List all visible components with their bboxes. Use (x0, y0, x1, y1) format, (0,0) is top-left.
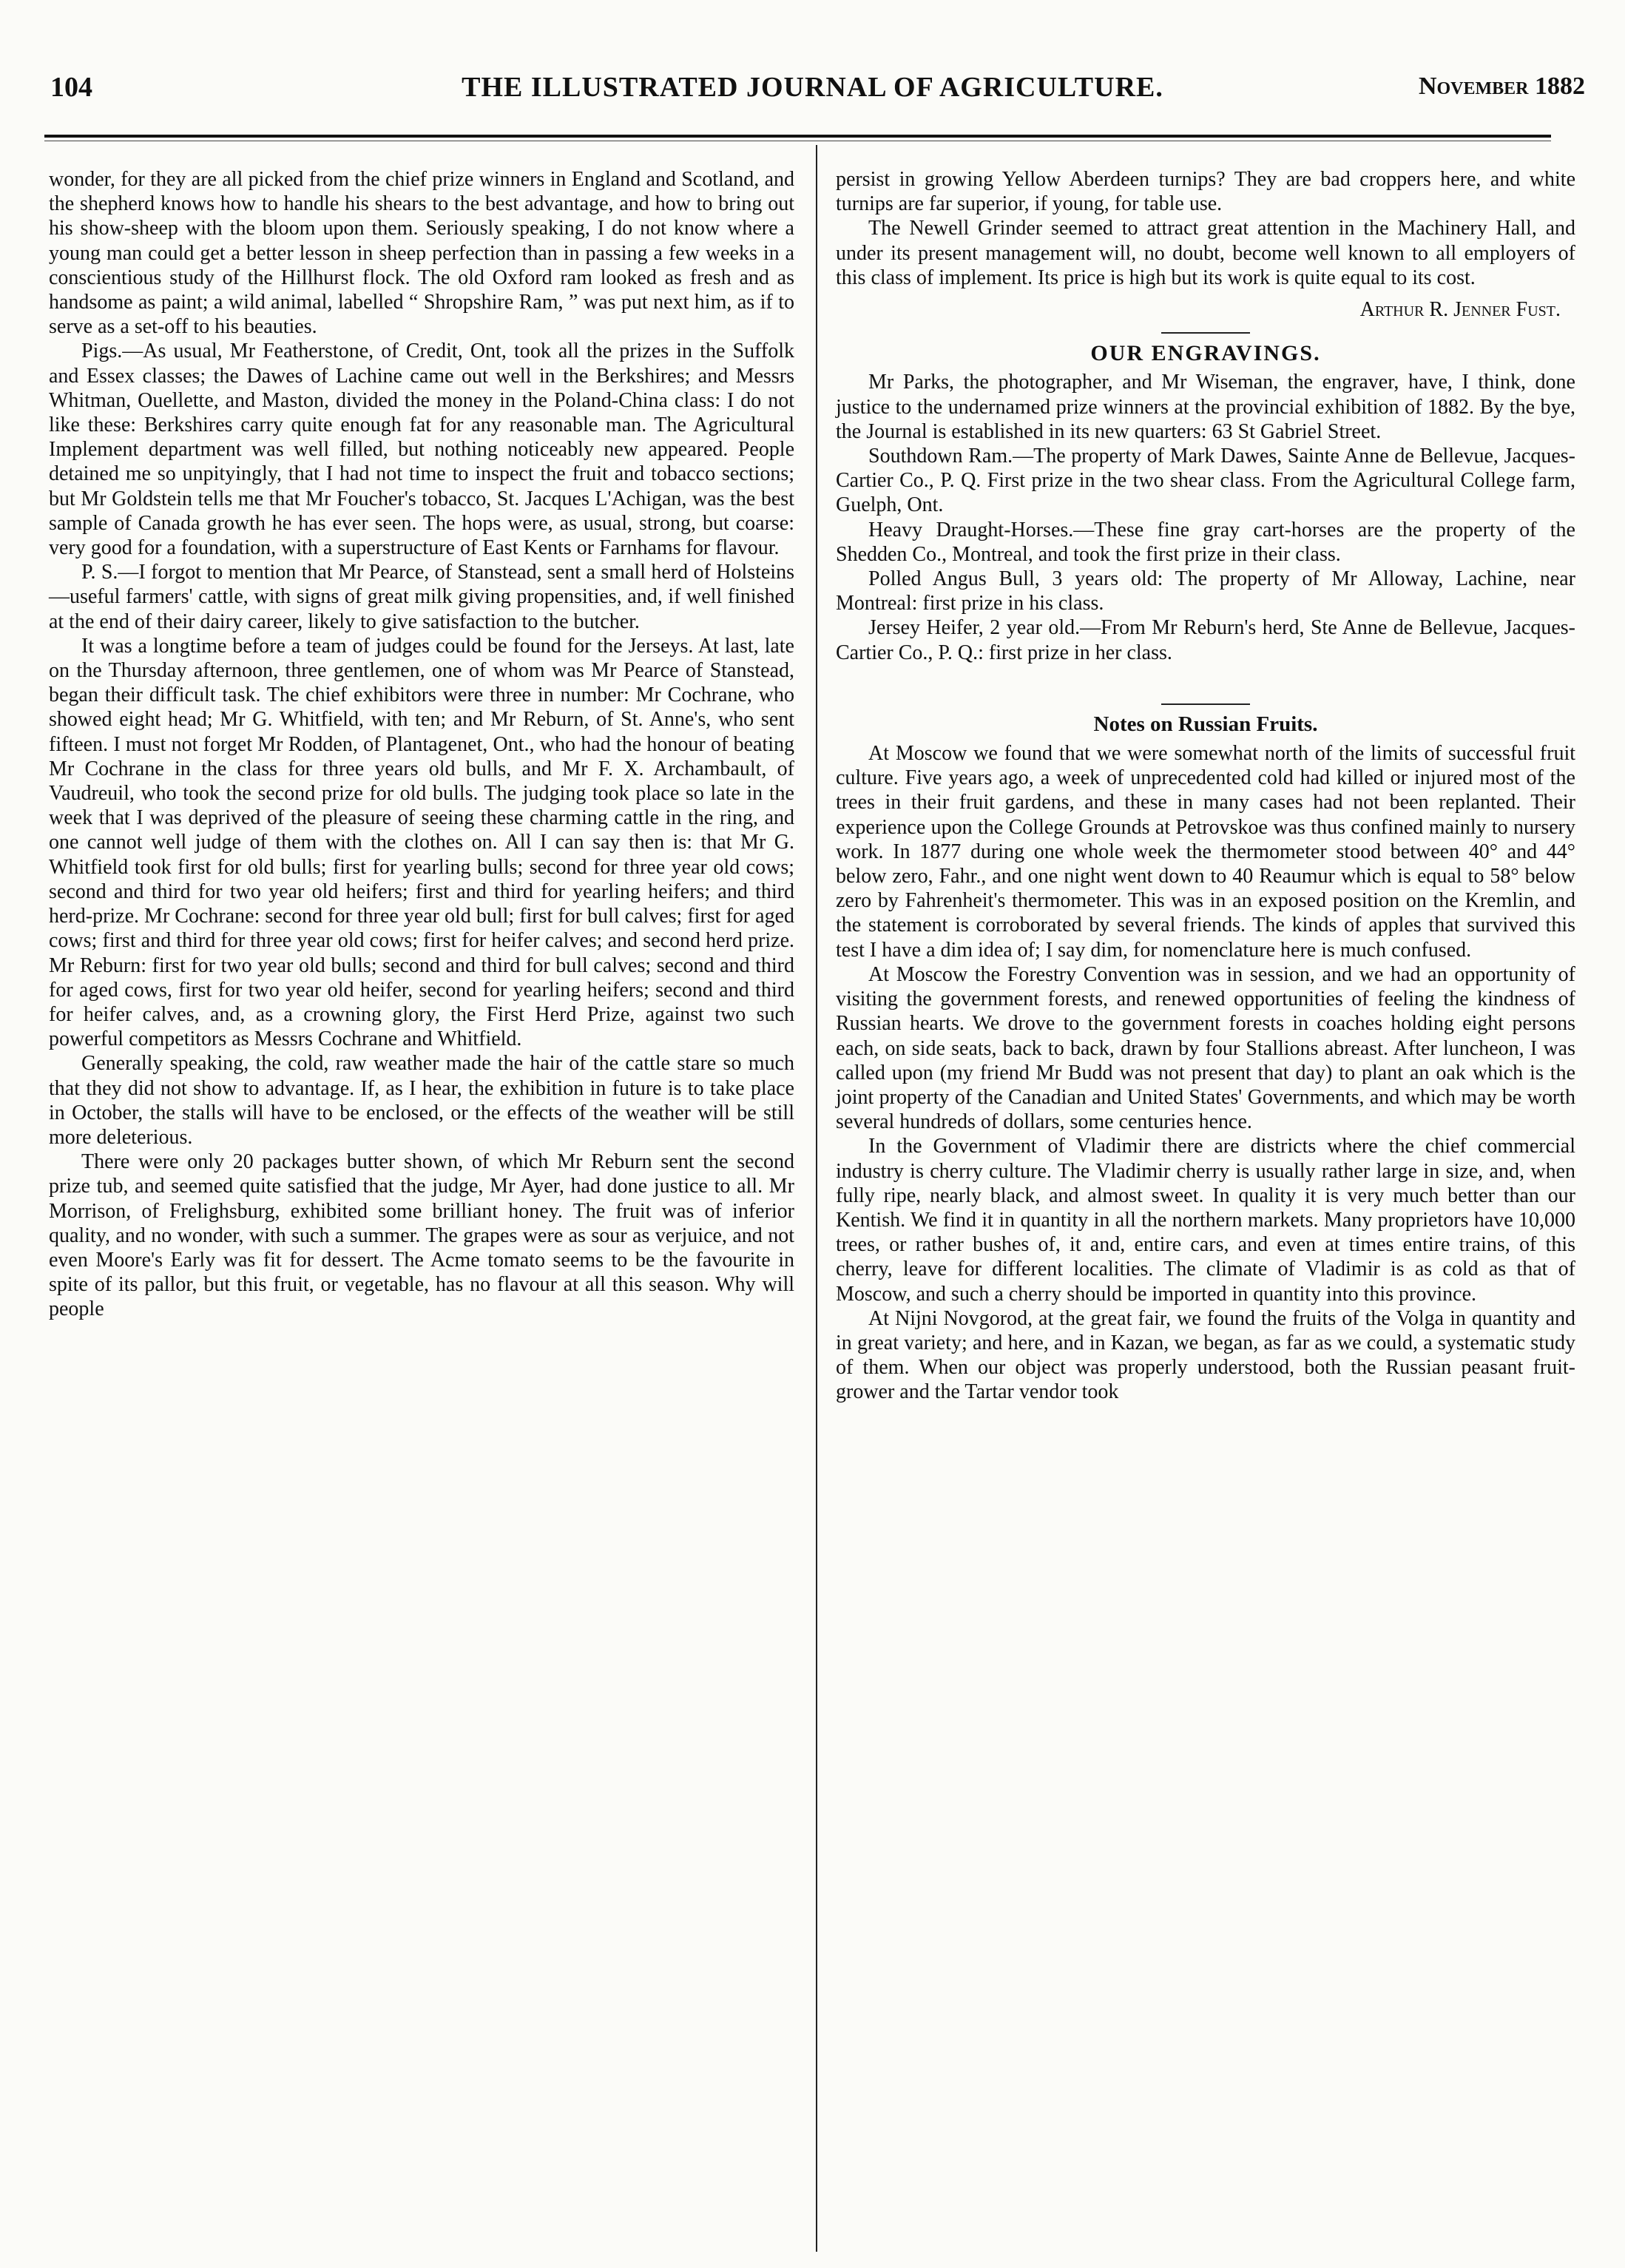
paragraph: At Nijni Novgorod, at the great fair, we found the fruits of the Volga in quantity and in great variety; and here, and in Kazan, we began, as far as we could, a systematic study of them. When our object was properly understood, both the Russian peasant fruit-grower and the Tartar vendor took (836, 1306, 1575, 1404)
paragraph: Polled Angus Bull, 3 years old: The property of Mr Alloway, Lachine, near Montreal: first prize in his class. (836, 567, 1575, 615)
paragraph: Mr Parks, the photographer, and Mr Wiseman, the engraver, have, I think, done justice to the undernamed prize winners at the provincial exhibition of 1882. By the bye, the Journal is established in its new quarters: 63 St Gabriel Street. (836, 371, 1575, 443)
paragraph: It was a longtime before a team of judges could be found for the Jerseys. At last, late on the Thursday afternoon, three gentlemen, one of whom was Mr Pearce of Stanstead, began their difficult task. The chief exhibitors were three in number: Mr Cochrane, who showed eight head; Mr G. Whitfield, with ten; and Mr Reburn, of St. Anne's, who sent fifteen. I must not forget Mr Rodden, of Plantagenet, Ont., who had the honour of beating Mr Cochrane in the class for three years old bulls, and Mr F. X. Archambault, of Vaudreuil, who took the second prize for old bulls. The judging took place so late in the week that I was deprived of the pleasure of seeing these charming cattle in the ring, and one cannot well judge of them with the clothes on. All I can say then is: that Mr G. Whitfield took first for old bulls; first for yearling bulls; second for three year old cows; second and third for two year old heifers; first and third for yearling heifers; and third herd-prize. Mr Cochrane: second for three year old bull; first for bull calves; first for aged cows; first and third for three year old cows; first for heifer calves; and second herd prize. Mr Reburn: first for two year old bulls; second and third for bull calves; second and third for aged cows, first for two year old heifer, second for yearling heifers; second and third for heifer calves, and, as a crowning glory, the First Herd Prize, against two such powerful competitors as Messrs Cochrane and Whitfield. (49, 634, 794, 1051)
paragraph: Pigs.—As usual, Mr Featherstone, of Credit, Ont, took all the prizes in the Suffolk and Essex classes; the Dawes of Lachine came out well in the Berkshires; and Messrs Whitman, Ouellette, and Maston, divided the money in the Poland-China class: I do not like these: Berkshires carry quite enough fat for any reasonable man. The Agricultural Implement department was well filled, but nothing noticeably new appeared. People detained me so unpityingly, that I had not time to inspect the fruit and tobacco sections; but Mr Goldstein tells me that Mr Foucher's tobacco, St. Jacques L'Achigan, was the best sample of Canada growth he has ever seen. The hops were, as usual, strong, but coarse: very good for a foundation, with a superstructure of East Kents or Farnhams for flavour. (49, 340, 794, 560)
paragraph: In the Government of Vladimir there are districts where the chief commercial industry is cherry culture. The Vladimir cherry is usually rather large in size, and, when fully ripe, nearly black, and almost sweet. In quality it is very much better than our Kentish. We find it in quantity in all the northern markets. Many proprietors have 10,000 trees, or rather bushes of, it and, entire cars, and even at times entire trains, of this cherry, leave for different localities. The climate of Vladimir is as cold as that of Moscow, and such a cherry should be imported in quantity into this province. (836, 1135, 1575, 1306)
paragraph: At Moscow we found that we were somewhat north of the limits of successful fruit culture. Five years ago, a week of unprecedented cold had killed or injured most of the trees in their fruit gardens, and these in many cases had not been replanted. Their experience upon the College Grounds at Petrovskoe was thus confined mainly to nursery work. In 1877 during one whole week the thermometer stood between 40° and 44° below zero, Fahr., and one night went down to 40 Reaumur which is equal to 58° below zero by Fahrenheit's thermometer. This was in an exposed position on the Kremlin, and the statement is corroborated by several friends. The kinds of apples that survived this test I have a dim idea of; I say dim, for nomenclature here is much confused. (836, 742, 1575, 962)
paragraph: wonder, for they are all picked from the chief prize winners in England and Scotland, and the shepherd knows how to handle his shears to the best advantage, and how to bring out his show-sheep with the bloom upon them. Seriously speaking, I do not know where a young man could get a better lesson in sheep perfection than in passing a few weeks in a conscientious study of the Hillhurst flock. The old Oxford ram looked as fresh and as handsome as paint; a wild animal, labelled “ Shropshire Ram, ” was put next him, as if to serve as a set-off to his beauties. (49, 168, 794, 339)
section-heading-russian-fruits: Notes on Russian Fruits. (1093, 712, 1318, 736)
paragraph: persist in growing Yellow Aberdeen turnips? They are bad croppers here, and white turnips are far superior, if young, for table use. (836, 168, 1575, 216)
issue-date: November 1882 (1418, 72, 1585, 100)
paragraph: At Moscow the Forestry Convention was in session, and we had an opportunity of visiting the government forests, and renewed opportunities of feeling the kindness of Russian hearts. We drove to the government forests in coaches holding eight persons each, on side seats, back to back, drawn by four Stallions abreast. After luncheon, I was called upon (my friend Mr Budd was not present that day) to plant an oak which is the joint property of the Canadian and United States' Governments, and which may be worth several hundreds of dollars, some centuries hence. (836, 962, 1575, 1134)
right-column (836, 167, 1575, 1405)
page-number: 104 (50, 72, 92, 103)
section-heading-engravings: OUR ENGRAVINGS. (1090, 341, 1321, 366)
journal-title: THE ILLUSTRATED JOURNAL OF AGRICULTURE. (462, 72, 1163, 103)
author-signature: Arthur R. Jenner Fust. (1359, 298, 1561, 322)
page-header (37, 71, 1588, 115)
column-divider (816, 145, 817, 2252)
paragraph: Generally speaking, the cold, raw weather made the hair of the cattle stare so much that they did not show to advantage. If, as I hear, the exhibition in future is to take place in October, the stalls will have to be enclosed, or the effects of the weather will be still more deleterious. (49, 1052, 794, 1149)
paragraph: Heavy Draught-Horses.—These fine gray cart-horses are the property of the Shedden Co., Montreal, and took the first prize in their class. (836, 518, 1575, 566)
paragraph: Southdown Ram.—The property of Mark Dawes, Sainte Anne de Bellevue, Jacques-Cartier Co., P. Q. First prize in the two shear class. From the Agricultural College farm, Guelph, Ont. (836, 445, 1575, 517)
paragraph: The Newell Grinder seemed to attract great attention in the Machinery Hall, and under its present management will, no doubt, become well known to all employers of this class of implement. Its price is high but its work is quite equal to its cost. (836, 217, 1575, 289)
header-rule (44, 135, 1551, 138)
section-divider (1161, 703, 1250, 705)
paragraph: There were only 20 packages butter shown, of which Mr Reburn sent the second prize tub, and seemed quite satisfied that the judge, Mr Ayer, had done justice to all. Mr Morrison, of Frelighsburg, exhibited some brilliant honey. The fruit was of inferior quality, and no wonder, with such a summer. The grapes were as sour as verjuice, and not even Moore's Early was fit for dessert. The Acme tomato seems to be the favourite in spite of its pallor, but this fruit, or vegetable, has no flavour at all this season. Why will people (49, 1150, 794, 1321)
left-column (49, 167, 794, 1322)
paragraph: Jersey Heifer, 2 year old.—From Mr Reburn's herd, Ste Anne de Bellevue, Jacques-Cartier Co., P. Q.: first prize in her class. (836, 616, 1575, 664)
section-divider (1161, 332, 1250, 334)
paragraph: P. S.—I forgot to mention that Mr Pearce, of Stanstead, sent a small herd of Holsteins—useful farmers' cattle, with signs of great milk giving propensities, and, if well finished at the end of their dairy career, likely to give satisfaction to the butcher. (49, 561, 794, 633)
